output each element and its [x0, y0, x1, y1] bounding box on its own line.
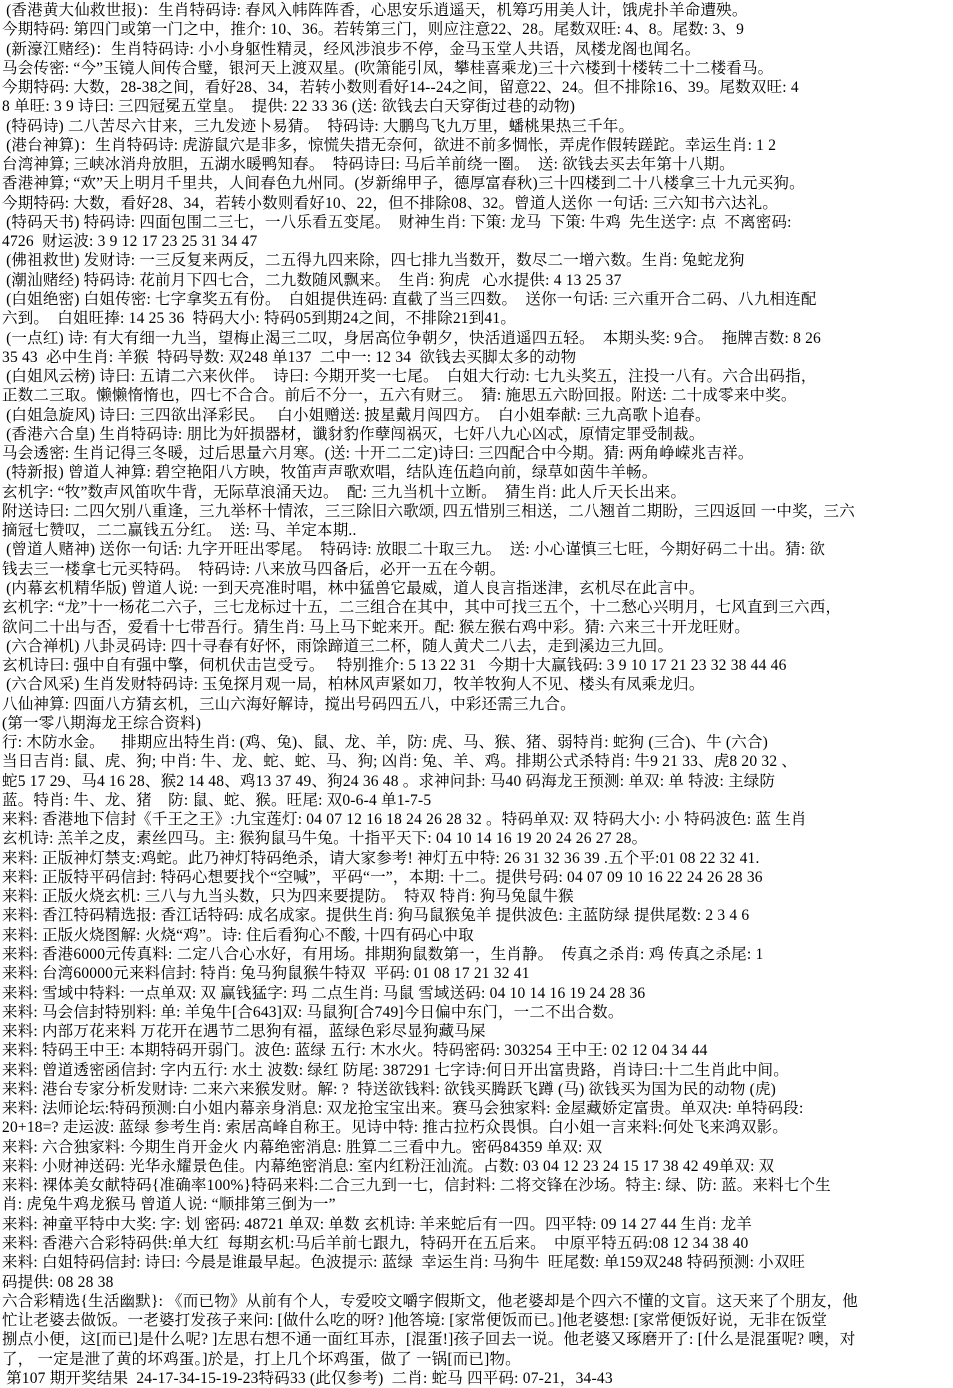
text-line: 来料: 特码王中王: 本期特码开弱门。波色: 蓝绿 五行: 木水火。特码密码: 303254 王中王: 02 12 04 34 44	[2, 1042, 708, 1060]
text-line: 钱去三一楼拿七元买特码。 特码诗: 八来放马四备后，必开一五在今朝。	[2, 560, 506, 578]
text-line: 马会透密: 生肖记得三冬暖，过后思量六月寒。(送: 十开二二定)诗曰: 三四配合中今期。猜: 两角峥嵘兆吉祥。	[2, 445, 754, 463]
text-line: (内幕玄机精华版) 曾道人说: 一到天亮准时唱，林中猛兽它最威，道人良言指迷津，玄机尽在此言中。	[2, 579, 705, 597]
text-line: 今期特码: 大数，看好28、34，若转小数则看好10、22，但不排除08、32。曾道人送你 一句话: 三六知书六达礼。	[2, 194, 779, 212]
text-line: (特码诗) 二八苦尽六甘来，三九发迹卜易猜。 特码诗: 大鹏鸟飞九万里，蟠桃果热三千年。	[2, 117, 635, 135]
text-line: 台湾神算; 三峡冰消舟放胆，五湖水暖鸭知春。 特码诗曰: 马后羊前绕一圈。 送: 欲钱去买去年第十八期。	[2, 156, 735, 174]
text-line: (六合禅机) 八卦灵码诗: 四十寻春有好怀，雨馀蹄道三二杯，随人黄犬二八去，走到溪边三九回。	[2, 637, 674, 655]
text-line: 捌点小便，这[而已]是什么呢? ]左思右想不通一面红耳赤，[混蛋!]孩子回去一说。他老婆又琢磨开了: [什么是混蛋呢? 噢，对	[2, 1331, 856, 1349]
text-line: 第107 期开奖结果 24-17-34-15-19-23特码33 (此仅参考) 二肖: 蛇马 四平码: 07-21，34-43	[2, 1369, 613, 1387]
text-line: (白姐绝密) 白姐传密: 七字拿奖五有份。 白姐提供连码: 直截了当三四数。 送你一句话: 三六重开合二码、八九相连配	[2, 290, 817, 308]
text-line: (潮汕赌经) 特码诗: 花前月下四七合，二九数随风飘来。 生肖: 狗虎 心水提供: 4 13 25 37	[2, 271, 622, 289]
text-line: 今期特码: 第四门或第一门之中，推介: 10、36。若转第三门，则应注意22、28。尾数双旺: 4、8。尾数: 3、9	[2, 21, 745, 39]
text-line: (香港六合皇) 生肖特码诗: 朋比为奸损器材，谶豺豹作孽闯祸灭，七奸八九心凶忒，原情定罪受制裁。	[2, 425, 705, 443]
text-line: 来料: 香港6000元传真料: 二定八合心水好，有用场。排期狗鼠数第一，生肖静。 传真之杀肖: 鸡 传真之杀尾: 1	[2, 946, 764, 964]
text-line: 行: 木防水金。 排期应出特生肖: (鸡、兔)、鼠、龙、羊，防: 虎、马、猴、猪、弱特肖: 蛇狗 (三合)、牛 (六合)	[2, 734, 769, 752]
text-line: (特新报) 曾道人神算: 碧空艳阳八方映，牧笛声声歌欢唱，结队连伍趋向前，绿草如茵牛羊畅。	[2, 464, 658, 482]
text-line: 来料: 法师论坛:特码预测:白小姐内幕亲身消息: 双龙抢宝宝出来。赛马会独家料: 金屋藏娇定富贵。单双决: 单特码段:	[2, 1100, 804, 1118]
text-line: 来料: 内部万花来料 万花开在遇节二思狗有福，蓝绿色彩尽显狗藏马屎	[2, 1023, 486, 1041]
text-line: (香港黄大仙救世报)：生肖特码诗: 春风入帏阵阵香，心思安乐逍遥天，机筹巧用美人计，饿虎扑羊命遭殃。	[2, 2, 748, 19]
text-line: (第一零八期海龙王综合资料)	[2, 714, 202, 732]
text-line: 来料: 香港六合彩特码供:单大红 每期玄机:马后羊前七跟九，特码开在五后来。 中原平特五码:08 12 34 38 40	[2, 1235, 749, 1252]
text-line: 来料: 六合独家料: 今期生肖开金火 内幕绝密消息: 胜算二三看中九。密码84359 单双: 双	[2, 1138, 603, 1156]
text-line: 玄机字: “龙”十一杨花二六子，三七龙标过十五，二三组合在其中，其中可找三五个，十二愁心兴明月，七风直到三六西，	[2, 599, 842, 617]
text-line: 肖: 虎兔牛鸡龙猴马 曾道人说: “顺排第三倒为一”	[2, 1196, 336, 1214]
text-line: 欲问二十出与否，爱看十七带吾行。猜生肖: 马上马下蛇来开。配: 猴左猴右鸡中彩。猜: 六来三十开龙旺财。	[2, 618, 750, 636]
text-line: (特码天书) 特码诗: 四面包围二三七，一八乐看五变尾。 财神生肖: 下策: 龙马 下策: 牛鸡 先生送字: 点 不离密码:	[2, 213, 792, 231]
text-line: (白姐风云榜) 诗曰: 五请二六来伙伴。 诗曰: 今期开奖一七尾。 白姐大行动: 七九头奖五，注投一八有。六合出码指，	[2, 368, 817, 386]
text-line: 4726 财运波: 3 9 12 17 23 25 31 34 47	[2, 233, 258, 251]
text-line: 了， 一定是泄了黄的坏鸡蛋。]於是，打上几个坏鸡蛋，做了 一锅[而已]物。	[2, 1350, 521, 1368]
text-line: 马会传密: “今”玉镜人间传合璧，银河天上渡双星。(吹箫能引凤，攀桂喜乘龙)三十六楼到十楼转二十二楼看马。	[2, 59, 774, 77]
text-line: 来料: 小财神送码: 光华永耀景色佳。内幕绝密消息: 室内红粉汪汕流。占数: 03 04 12 23 24 15 17 38 42 49单双: 双	[2, 1157, 775, 1175]
text-line: 来料: 正版火烧玄机: 三八与九当头数，只为四来要提防。 特双 特肖: 狗马兔鼠牛猴	[2, 888, 574, 906]
text-line: 来料: 神童平特中大奖: 字: 划 密码: 48721 单双: 单数 玄机诗: 羊来蛇后有一四。四平特: 09 14 27 44 生肖: 龙羊	[2, 1215, 753, 1233]
text-line: 玄机诗: 羔羊之皮，素丝四马。主: 猴狗鼠马牛兔。十指平天下: 04 10 14 16 19 20 24 26 27 28。	[2, 830, 648, 848]
text-line: (白姐急旋风) 诗曰: 三四欲出泽彩民。 白小姐赠送: 披星戴月闯四方。 白小姐奉献: 三九高歌卜追春。	[2, 406, 711, 424]
text-line: 六合彩精选{生活幽默}: 《而已物》从前有个人，专爱咬文嚼字假斯文，他老婆却是个四六不懂的文盲。这天来了个朋友，他	[2, 1292, 858, 1310]
text-line: (一点红) 诗: 有大有细一九当，望梅止渴三二叹，身居高位争朝夕，快活逍遥四五轻。 本期头奖: 9合。 拖牌吉数: 8 26	[2, 329, 821, 347]
text-line: (新濠江赌经)：生肖特码诗: 小小身躯性精灵，经风涉浪步不停，金马玉堂人共语，凤楼龙阁也闻名。	[2, 40, 701, 58]
text-line: 35 43 必中生肖: 羊猴 特码导数: 双248 单137 二中一: 12 34 欲钱去买脚太多的动物	[2, 348, 577, 366]
text-line: 20+18=? 走运波: 蓝绿 参考生肖: 索居高峰自称王。见诗中特: 推古拉朽众畏惧。白小姐一言来料:何处飞来鸿双影。	[2, 1119, 788, 1137]
text-line: 来料: 曾道透密函信封: 字内五行: 水土 波数: 绿红 防尾: 387291 七字诗:何日开出富贵路，肖诗曰:十二生肖此中间。	[2, 1061, 789, 1079]
text-line: 8 单旺: 3 9 诗曰: 三四冠冕五堂皇。 提供: 22 33 36 (送: 欲钱去白天穿街过巷的动物)	[2, 98, 576, 116]
text-line: 当日吉肖: 鼠、虎、狗; 中肖: 牛、龙、蛇、蛇、马、狗; 凶肖: 兔、羊、鸡。排期公式杀特肖: 牛9 21 33、虎8 20 32 、	[2, 753, 798, 771]
text-line: 来料: 正版神灯禁支:鸡蛇。此乃神灯特码绝杀，请大家参考! 神灯五中特: 26 31 32 36 39 .五个平:01 08 22 32 41.	[2, 849, 760, 867]
text-line: (佛祖救世) 发财诗: 一三反复来两反，二五得九四来除，四七排九当数开，数尽二一增六数。生肖: 兔蛇龙狗	[2, 252, 745, 270]
text-line: 码提供: 08 28 38	[2, 1273, 114, 1291]
text-line: (港台神算)：生肖特码诗: 虎游鼠穴是非多，惊慌失措无奈何，欲进不前多惆怅，弄虎作假转蹉跎。幸运生肖: 1 2	[2, 136, 777, 154]
text-line: 来料: 港台专家分析发财诗: 二来六来猴发财。解: ? 特送欲钱料: 欲钱买腾跃飞蹲 (马) 欲钱买为国为民的动物 (虎)	[2, 1080, 777, 1098]
text-line: 正数二三取。懒懒惰惰也，四七不合合。前后不分一，五六有财三。 猜: 施思五六盼回报。附送: 二十成零来中奖。	[2, 387, 797, 405]
text-line: 来料: 白姐特码信封: 诗曰: 今晨是谁最早起。色波提示: 蓝绿 幸运生肖: 马狗牛 旺尾数: 单159双248 特码预测: 小双旺	[2, 1254, 806, 1272]
text-line: 忙让老婆去做饭。一老婆打发孩子来问: [做什么吃的呀? ]他答境: [家常便饭而已。]他老婆想: [家常便饭好说，无非在饭堂	[2, 1312, 828, 1330]
text-line: 来料: 正版特平码信封: 特码心想要找个“空喊”，平码“一”，本期: 十二。提供号码: 04 07 09 10 16 22 24 26 28 36	[2, 868, 763, 886]
text-line: 来料: 台湾60000元来料信封: 特肖: 兔马狗鼠猴牛特双 平码: 01 08 17 21 32 41	[2, 965, 530, 983]
text-line: 玄机字: “牧”数声风笛吹牛背，无际草浪涌天边。 配: 三九当机十立断。 猜生肖: 此人斤天长出来。	[2, 483, 687, 501]
text-line: 附送诗曰: 二四欠别八重逢，三九举杯十情浓，三三除旧六歌颂, 四五惜别三相送，二八翘首二期盼，三四返回 一中奖，三六	[2, 502, 855, 520]
text-line: 来料: 裸体美女献特码{准确率100%}特码来料:二合三九到一七，信封料: 二将交锋在沙场。特主: 绿、防: 蓝。来料七个生	[2, 1177, 831, 1195]
text-line: 香港神算; “欢”天上明月千里共，人间春色九州同。(岁新绵甲子，德厚富春秋)三十四楼到二十八楼拿三十九元买狗。	[2, 175, 805, 193]
text-line: 八仙神算: 四面八方猜玄机，三山六海好解诗，搅出号码四五八，中彩还需三九合。	[2, 695, 576, 713]
text-line: 来料: 马会信封特别料: 单: 羊兔牛[合643]双: 马鼠狗[合749]今日偏中东门，一二不出合数。	[2, 1003, 624, 1021]
text-line: 来料: 正版火烧图解: 火烧“鸡”。诗: 住后看狗心不酸, 十四有码心中取	[2, 926, 474, 944]
text-line: (六合风采) 生肖发财特码诗: 玉兔探月观一局，柏林风声紧如刀，牧羊牧狗人不见、楼头有凤乘龙归。	[2, 676, 705, 694]
text-line: 蛇5 17 29、马4 16 28、猴2 14 48、鸡13 37 49、狗24 36 48 。求神问卦: 马40 码海龙王预测: 单双: 单 特波: 主绿防	[2, 772, 776, 790]
text-line: 玄机诗曰: 强中自有强中擎，伺机伏击岂受亏。 特别推介: 5 13 22 31 今期十大赢钱码: 3 9 10 17 21 23 32 38 44 46	[2, 657, 787, 675]
text-line: 今期特码: 大数，28-38之间，看好28、34，若转小数则看好14--24之间，留意22、24。但不排除16、39。尾数双旺: 4	[2, 79, 799, 97]
text-line: (曾道人赌神) 送你一句话: 九字开旺出零尾。 特码诗: 放眼二十取三九。 送: 小心谨慎三七旺，今期好码二十出。猜: 欲	[2, 541, 826, 559]
text-line: 来料: 香港地下信封《千王之王》:九宝莲灯: 04 07 12 16 18 24 26 28 32 。特码单双: 双 特码大小: 小 特码波色: 蓝 生肖	[2, 811, 807, 829]
text-line: 来料: 雪域中特料: 一点单双: 双 赢钱猛字: 玛 二点生肖: 马鼠 雪域送码: 04 10 14 16 19 24 28 36	[2, 984, 646, 1002]
text-line: 蓝。特肖: 牛、龙、猪 防: 鼠、蛇、猴。旺尾: 双0-6-4 单1-7-5	[2, 791, 432, 809]
text-line: 摘冠七赞叹，二二赢钱五分红。 送: 马、羊定本期..	[2, 522, 357, 540]
text-line: 六到。 白姐旺捧: 14 25 36 特码大小: 特码05到期24之间，不排除21到41。	[2, 310, 517, 328]
text-line: 来料: 香江特码精选报: 香江话特码: 成名成家。提供生肖: 狗马鼠猴兔羊 提供波色: 主蓝防绿 提供尾数: 2 3 4 6	[2, 907, 750, 925]
